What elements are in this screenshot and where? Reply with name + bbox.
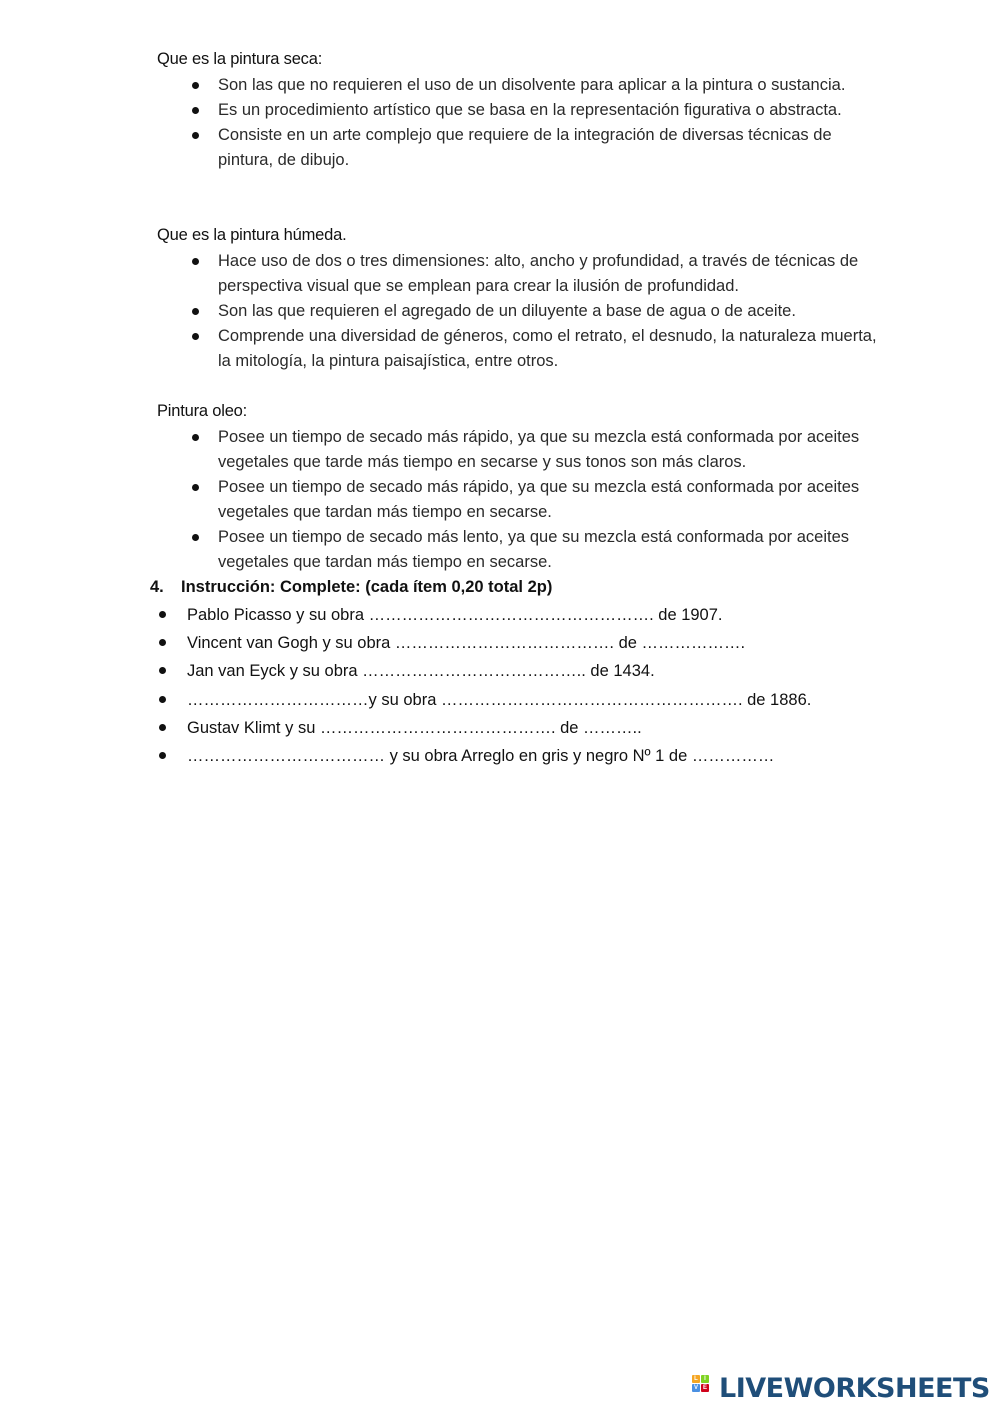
option-item[interactable] xyxy=(218,425,888,475)
option-item[interactable] xyxy=(218,475,888,525)
options-pintura-oleo xyxy=(218,425,888,575)
complete-item[interactable] xyxy=(187,629,811,657)
question-heading-pintura-oleo: Pintura oleo: xyxy=(157,402,248,420)
option-text: Posee un tiempo de secado más rápido, ya que su mezcla está conformada por aceites vegetales que tardan más tiempo en secarse. xyxy=(218,478,860,521)
bullet-icon xyxy=(159,611,166,618)
bullet-icon xyxy=(159,696,166,703)
bullet-icon xyxy=(192,534,199,541)
bullet-icon xyxy=(159,752,166,759)
option-text: Comprende una diversidad de géneros, como el retrato, el desnudo, la naturaleza muerta, la mitología, la pintura paisajística, entre otros. xyxy=(218,327,877,370)
options-pintura-seca xyxy=(218,73,888,173)
complete-item[interactable] xyxy=(187,686,811,714)
instruction-heading xyxy=(150,575,552,600)
instruction-text: Instrucción: Complete: (cada ítem 0,20 total 2p) xyxy=(181,578,553,596)
complete-item-text: ……………………………y su obra ………………………………………………. de 1886. xyxy=(187,690,812,709)
option-item[interactable] xyxy=(218,98,888,123)
bullet-icon xyxy=(159,724,166,731)
option-item[interactable] xyxy=(218,249,888,299)
option-text: Hace uso de dos o tres dimensiones: alto, ancho y profundidad, a través de técnicas de perspectiva visual que se emplean para crear la ilusión de profundidad. xyxy=(218,252,859,295)
option-text: Posee un tiempo de secado más lento, ya que su mezcla está conformada por aceites vegetales que tardan más tiempo en secarse. xyxy=(218,528,850,571)
option-text: Posee un tiempo de secado más rápido, ya que su mezcla está conformada por aceites vegetales que tarde más tiempo en secarse y sus tonos son más claros. xyxy=(218,428,860,471)
bullet-icon xyxy=(192,434,199,441)
complete-items-list xyxy=(187,601,811,770)
complete-item[interactable] xyxy=(187,714,811,742)
question-heading-pintura-humeda: Que es la pintura húmeda. xyxy=(157,226,347,244)
complete-item-text: ……………………………… y su obra Arreglo en gris y negro Nº 1 de …………… xyxy=(187,747,775,766)
complete-item[interactable] xyxy=(187,657,811,685)
option-item[interactable] xyxy=(218,525,888,575)
complete-item-text: Gustav Klimt y su ……………………………………. de ……….. xyxy=(187,718,642,737)
liveworksheets-logo[interactable] xyxy=(692,1374,990,1404)
complete-item-text: Pablo Picasso y su obra ……………………………………………. de 1907. xyxy=(187,606,723,624)
bullet-icon xyxy=(192,132,199,139)
bullet-icon xyxy=(192,308,199,315)
option-item[interactable] xyxy=(218,324,888,374)
bullet-icon xyxy=(192,333,199,340)
question-heading-pintura-seca: Que es la pintura seca: xyxy=(157,50,323,68)
option-item[interactable] xyxy=(218,73,888,98)
bullet-icon xyxy=(192,82,199,89)
bullet-icon xyxy=(159,667,166,674)
option-text: Consiste en un arte complejo que requiere de la integración de diversas técnicas de pintura, de dibujo. xyxy=(218,126,832,169)
instruction-number: 4. xyxy=(150,578,164,596)
liveworksheets-logo-icon: L I V E xyxy=(693,1376,707,1391)
bullet-icon xyxy=(192,484,199,491)
complete-item[interactable] xyxy=(187,601,811,629)
option-text: Son las que no requieren el uso de un disolvente para aplicar a la pintura o sustancia. xyxy=(218,76,846,94)
complete-item[interactable] xyxy=(187,742,811,770)
option-item[interactable] xyxy=(218,123,888,173)
option-item[interactable] xyxy=(218,299,888,324)
options-pintura-humeda xyxy=(218,249,888,374)
complete-item-text: Vincent van Gogh y su obra …………………………………. de ………………. xyxy=(187,634,746,653)
option-text: Es un procedimiento artístico que se basa en la representación figurativa o abstracta. xyxy=(218,101,842,119)
complete-item-text: Jan van Eyck y su obra ………………………………….. de 1434. xyxy=(187,662,655,681)
bullet-icon xyxy=(159,639,166,646)
bullet-icon xyxy=(192,107,199,114)
option-text: Son las que requieren el agregado de un diluyente a base de agua o de aceite. xyxy=(218,302,796,320)
bullet-icon xyxy=(192,258,199,265)
logo-text: LIVEWORKSHEETS xyxy=(719,1373,990,1404)
